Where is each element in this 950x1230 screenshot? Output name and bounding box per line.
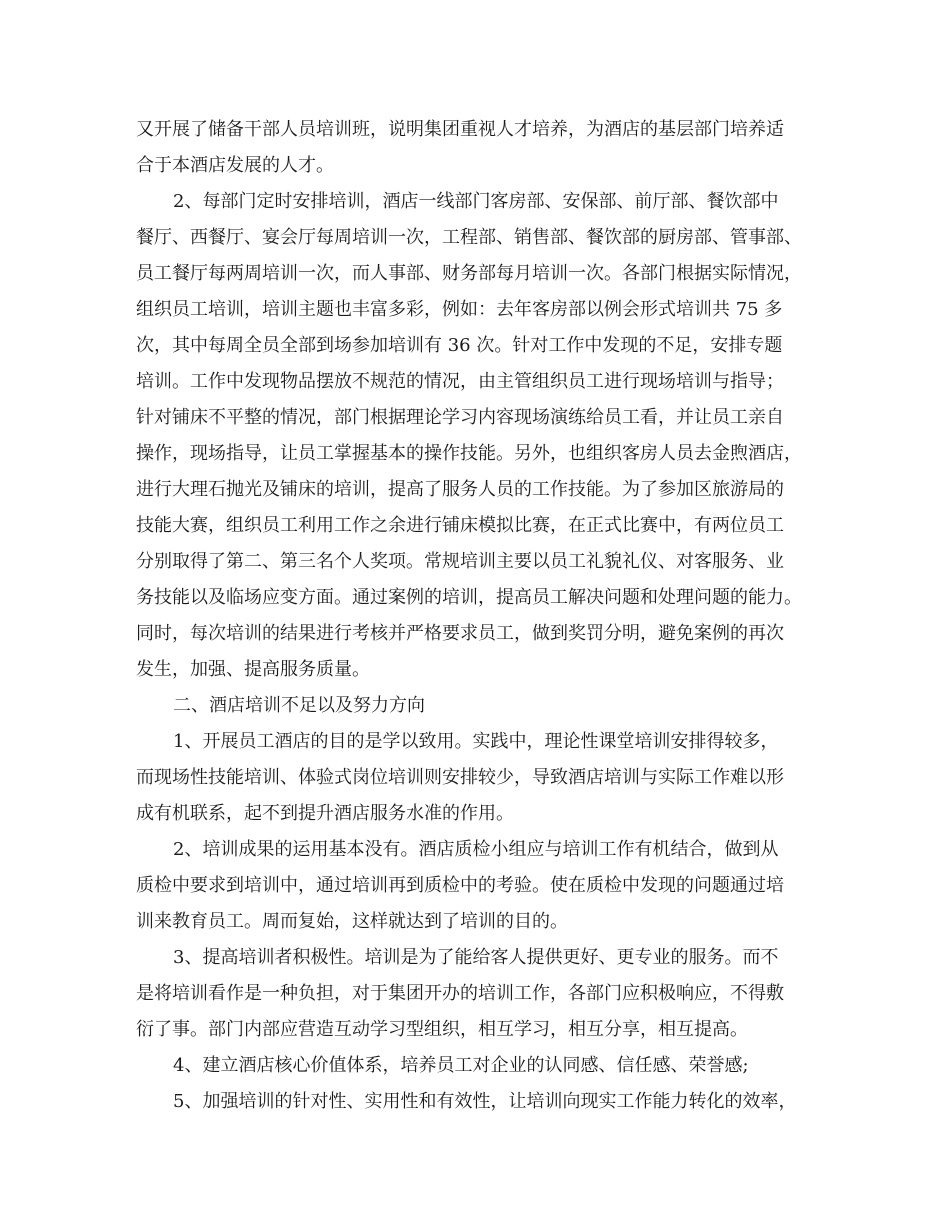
paragraph-start-line: 2、培训成果的运用基本没有。酒店质检小组应与培训工作有机结合，做到从 [173, 839, 779, 860]
text-line: 又开展了储备干部人员培训班，说明集团重视人才培养，为酒店的基层部门培养适 [136, 119, 784, 140]
text-line: 针对铺床不平整的情况，部门根据理论学习内容现场演练给员工看，并让员工亲自 [136, 407, 784, 428]
text-line: 同时，每次培训的结果进行考核并严格要求员工，做到奖罚分明，避免案例的再次 [136, 623, 784, 644]
document-body [136, 112, 826, 1120]
text-line: 衍了事。部门内部应营造互动学习型组织，相互学习，相互分享，相互提高。 [136, 1019, 748, 1040]
section-heading: 二、酒店培训不足以及努力方向 [173, 695, 425, 716]
text-line: 分别取得了第二、第三名个人奖项。常规培训主要以员工礼貌礼仪、对客服务、业 [136, 551, 784, 572]
text-line: 务技能以及临场应变方面。通过案例的培训，提高员工解决问题和处理问题的能力。 [136, 587, 802, 608]
paragraph-start-line: 5、加强培训的针对性、实用性和有效性，让培训向现实工作能力转化的效率， [173, 1091, 797, 1112]
text-line: 合于本酒店发展的人才。 [136, 155, 334, 176]
paragraph-start-line: 4、建立酒店核心价值体系，培养员工对企业的认同感、信任感、荣誉感; [173, 1055, 749, 1076]
text-line: 进行大理石抛光及铺床的培训，提高了服务人员的工作技能。为了参加区旅游局的 [136, 479, 784, 500]
text-line: 餐厅、西餐厅、宴会厅每周培训一次，工程部、销售部、餐饮部的厨房部、管事部、 [136, 227, 802, 248]
text-line: 技能大赛，组织员工利用工作之余进行铺床模拟比赛，在正式比赛中，有两位员工 [136, 515, 784, 536]
text-line: 培训。工作中发现物品摆放不规范的情况，由主管组织员工进行现场培训与指导； [136, 371, 784, 392]
paragraph-start-line: 1、开展员工酒店的目的是学以致用。实践中，理论性课堂培训安排得较多， [173, 731, 779, 752]
text-line: 成有机联系，起不到提升酒店服务水准的作用。 [136, 803, 514, 824]
paragraph-start-line: 3、提高培训者积极性。培训是为了能给客人提供更好、更专业的服务。而不 [173, 947, 779, 968]
text-line: 操作，现场指导，让员工掌握基本的操作技能。另外，也组织客房人员去金煦酒店， [136, 443, 802, 464]
text-line: 员工餐厅每两周培训一次，而人事部、财务部每月培训一次。各部门根据实际情况， [136, 263, 802, 284]
text-line: 组织员工培训，培训主题也丰富多彩，例如：去年客房部以例会形式培训共 75 多 [136, 299, 783, 320]
paragraph-start-line: 2、每部门定时安排培训，酒店一线部门客房部、安保部、前厅部、餐饮部中 [173, 191, 779, 212]
text-line: 次，其中每周全员全部到场参加培训有 36 次。针对工作中发现的不足，安排专题 [136, 335, 783, 356]
text-line: 质检中要求到培训中，通过培训再到质检中的考验。使在质检中发现的问题通过培 [136, 875, 784, 896]
text-line: 是将培训看作是一种负担，对于集团开办的培训工作，各部门应积极响应，不得敷 [136, 983, 784, 1004]
text-line: 发生，加强、提高服务质量。 [136, 659, 370, 680]
text-line: 训来教育员工。周而复始，这样就达到了培训的目的。 [136, 911, 568, 932]
text-line: 而现场性技能培训、体验式岗位培训则安排较少，导致酒店培训与实际工作难以形 [136, 767, 784, 788]
